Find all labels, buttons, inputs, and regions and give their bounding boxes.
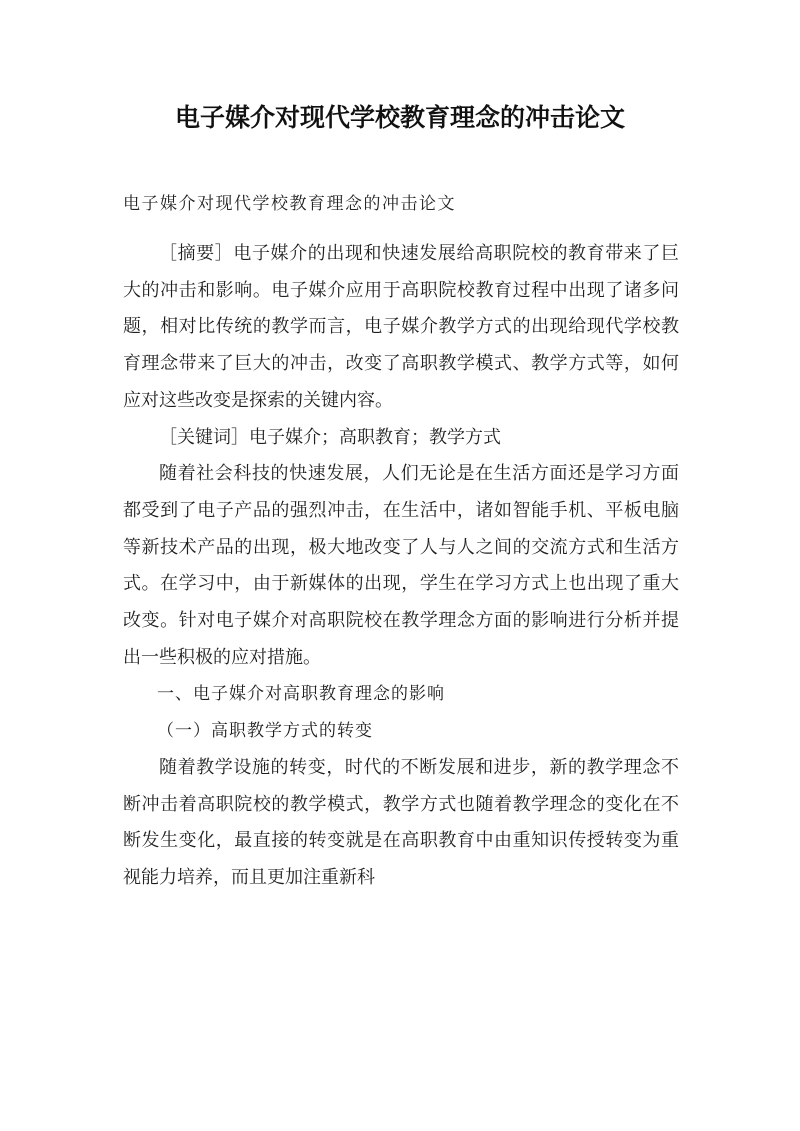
- subsection-1-heading: （一）高职教学方式的转变: [157, 721, 373, 742]
- subsection-1-paragraph: 随着教学设施的转变，时代的不断发展和进步，新的教学理念不断冲击着高职院校的教学模式，教学方式也随着教学理念的变化在不断发生变化，最直接的转变就是在高职教育中由重知识传授转变为重视能力培养，而且更加注重新科: [123, 756, 679, 888]
- section-1-heading: 一、电子媒介对高职教育理念的影响: [157, 684, 445, 705]
- document-title: 电子媒介对现代学校教育理念的冲击论文: [174, 103, 625, 132]
- abstract-paragraph: ［摘要］电子媒介的出现和快速发展给高职院校的教育带来了巨大的冲击和影响。电子媒介应用于高职院校教育过程中出现了诸多问题，相对比传统的教学而言，电子媒介教学方式的出现给现代学校教育理念带来了巨大的冲击，改变了高职教学模式、教学方式等，如何应对这些改变是探索的关键内容。: [123, 243, 679, 411]
- keywords-paragraph: ［关键词］电子媒介；高职教育；教学方式: [159, 426, 501, 448]
- document-subtitle: 电子媒介对现代学校教育理念的冲击论文: [123, 194, 456, 214]
- intro-paragraph: 随着社会科技的快速发展，人们无论是在生活方面还是学习方面都受到了电子产品的强烈冲击，在生活中，诸如智能手机、平板电脑等新技术产品的出现，极大地改变了人与人之间的交流方式和生活方式。在学习中，由于新媒体的出现，学生在学习方式上也出现了重大改变。针对电子媒介对高职院校在教学理念方面的影响进行分析并提出一些积极的应对措施。: [123, 463, 679, 668]
- document-body: [123, 230, 679, 897]
